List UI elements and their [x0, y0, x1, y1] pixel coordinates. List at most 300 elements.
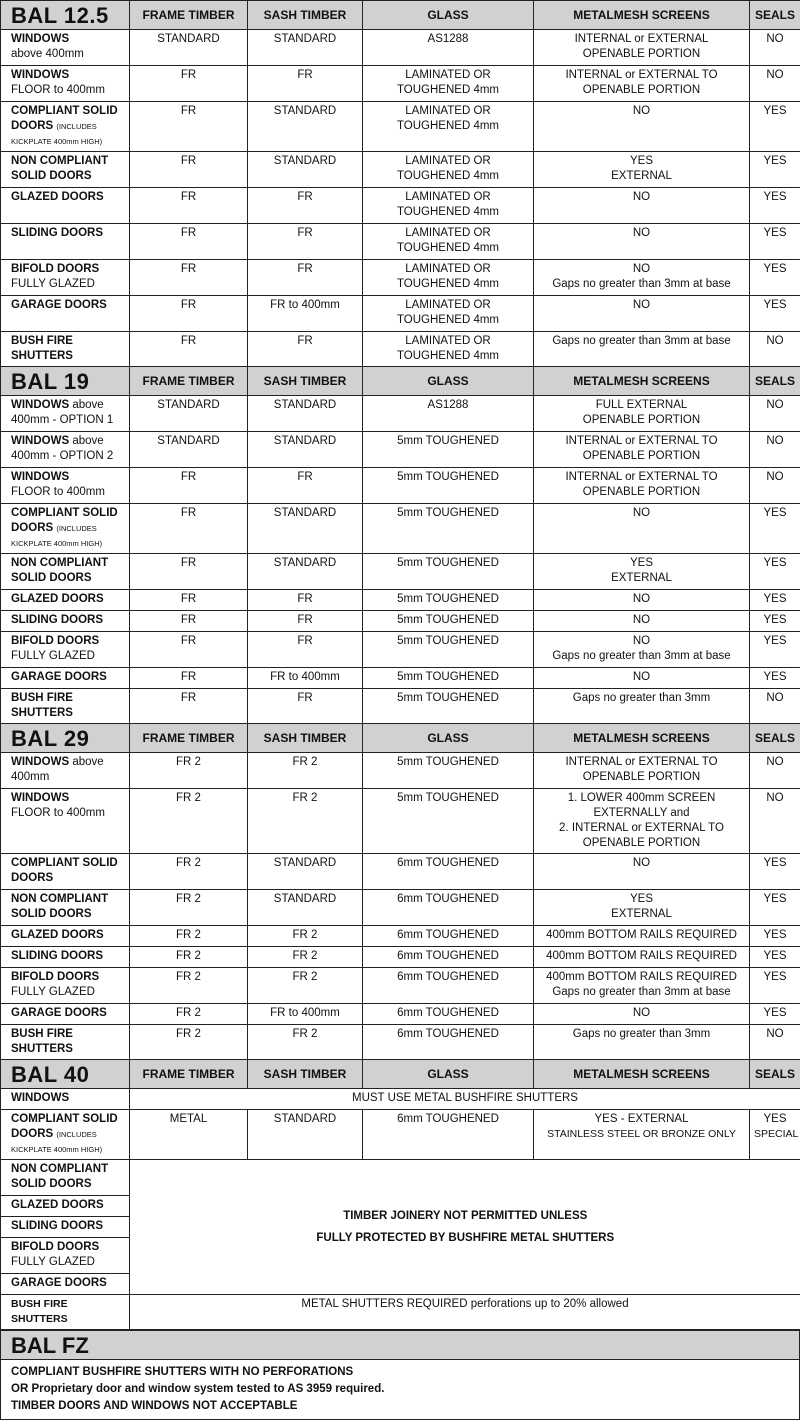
table-row — [1, 1089, 800, 1110]
row-label-main: COMPLIANT SOLID DOORS — [11, 857, 118, 884]
sash-timber-cell: STANDARD — [248, 854, 363, 890]
seals-cell: YES — [750, 668, 800, 689]
glass-cell: 5mm TOUGHENED — [363, 689, 534, 724]
table-row — [1, 66, 800, 102]
row-label-main: GARAGE DOORS — [11, 299, 107, 311]
row-label-main: SLIDING DOORS — [11, 227, 103, 239]
seals-header: SEALS — [750, 367, 800, 396]
glass-cell: 5mm TOUGHENED — [363, 753, 534, 789]
sash-timber-cell: STANDARD — [248, 30, 363, 66]
seals-sub: SPECIAL — [754, 1127, 796, 1142]
frame-timber-cell: FR — [130, 632, 248, 668]
glass-header: GLASS — [363, 367, 534, 396]
glass-cell: AS1288 — [363, 30, 534, 66]
row-label-main: WINDOWS — [11, 435, 69, 447]
table-row — [1, 632, 800, 668]
frame-timber-header: FRAME TIMBER — [130, 1, 248, 30]
sash-timber-cell: FR 2 — [248, 1025, 363, 1060]
row-label-sub: above 400mm — [11, 48, 84, 60]
row-label-main: BIFOLD DOORS — [11, 263, 99, 275]
bal-fz-line-1: COMPLIANT BUSHFIRE SHUTTERS WITH NO PERFORATIONS — [11, 1364, 789, 1381]
glass-cell: 6mm TOUGHENED — [363, 968, 534, 1004]
frame-timber-cell: FR — [130, 66, 248, 102]
sash-timber-cell: FR — [248, 66, 363, 102]
glass-cell: 5mm TOUGHENED — [363, 611, 534, 632]
sash-timber-cell: FR — [248, 611, 363, 632]
screens-cell: NO — [534, 296, 750, 332]
row-label-main: WINDOWS — [11, 399, 69, 411]
seals-cell: YES — [750, 611, 800, 632]
glass-cell: 6mm TOUGHENED — [363, 890, 534, 926]
timber-joinery-line-1: TIMBER JOINERY NOT PERMITTED UNLESS — [134, 1205, 797, 1227]
screens-cell: 1. LOWER 400mm SCREEN EXTERNALLY and 2. INTERNAL or EXTERNAL TO OPENABLE PORTION — [534, 789, 750, 854]
table-row — [1, 224, 800, 260]
screens-cell: YES EXTERNAL — [534, 890, 750, 926]
row-label — [1, 968, 130, 1004]
sash-timber-cell: FR — [248, 689, 363, 724]
row-label-main: GLAZED DOORS — [11, 929, 104, 941]
screens-cell: 400mm BOTTOM RAILS REQUIRED Gaps no greater than 3mm at base — [534, 968, 750, 1004]
bal-fz-line-2: OR Proprietary door and window system tested to AS 3959 required. — [11, 1381, 789, 1398]
seals-cell: NO — [750, 1025, 800, 1060]
row-label-main: WINDOWS — [11, 792, 69, 804]
sash-timber-cell: FR — [248, 468, 363, 504]
seals-cell: YES — [750, 947, 800, 968]
row-label-sub: FLOOR to 400mm — [11, 486, 105, 498]
row-label-main: WINDOWS — [11, 756, 69, 768]
frame-timber-header: FRAME TIMBER — [130, 724, 248, 753]
sash-timber-cell: FR to 400mm — [248, 1004, 363, 1025]
sash-timber-cell: FR 2 — [248, 926, 363, 947]
table-row — [1, 926, 800, 947]
seals-cell: NO — [750, 30, 800, 66]
bal-fz-notes — [1, 1360, 800, 1420]
sash-timber-cell: STANDARD — [248, 102, 363, 152]
table-row — [1, 152, 800, 188]
seals-cell: YES — [750, 188, 800, 224]
frame-timber-cell: FR — [130, 668, 248, 689]
row-label — [1, 947, 130, 968]
glass-cell: 6mm TOUGHENED — [363, 854, 534, 890]
sash-timber-header: SASH TIMBER — [248, 724, 363, 753]
frame-timber-cell: FR — [130, 689, 248, 724]
sash-timber-cell: FR 2 — [248, 789, 363, 854]
screens-cell: NO — [534, 188, 750, 224]
row-label — [1, 890, 130, 926]
row-label — [1, 332, 130, 367]
row-label-main: GARAGE DOORS — [11, 1277, 107, 1289]
seals-cell: YES — [750, 554, 800, 590]
row-label — [1, 1004, 130, 1025]
windows-shutters-note: MUST USE METAL BUSHFIRE SHUTTERS — [130, 1089, 800, 1110]
seals-cell: YES — [750, 890, 800, 926]
row-label — [1, 260, 130, 296]
row-label-note: (INCLUDES KICKPLATE 400mm HIGH) — [11, 524, 102, 548]
frame-timber-cell: FR — [130, 188, 248, 224]
glass-cell: 5mm TOUGHENED — [363, 504, 534, 554]
frame-timber-cell: FR 2 — [130, 947, 248, 968]
seals-cell: YES — [750, 152, 800, 188]
sash-timber-cell: STANDARD — [248, 890, 363, 926]
row-label-rest: above 400mm - OPTION 1 — [11, 399, 113, 426]
sash-timber-cell: STANDARD — [248, 554, 363, 590]
seals-cell — [750, 1110, 800, 1160]
row-label-main: WINDOWS — [11, 471, 69, 483]
bal-29-title: BAL 29 — [1, 724, 130, 753]
table-row — [1, 102, 800, 152]
bal-12-5-title: BAL 12.5 — [1, 1, 130, 30]
seals-cell: YES — [750, 296, 800, 332]
row-label-sub: FULLY GLAZED — [11, 278, 95, 290]
sash-timber-cell: FR — [248, 632, 363, 668]
row-label — [1, 590, 130, 611]
table-row — [1, 689, 800, 724]
row-label — [1, 1238, 130, 1274]
row-label — [1, 689, 130, 724]
metalmesh-screens-header: METALMESH SCREENS — [534, 1, 750, 30]
frame-timber-cell: FR — [130, 590, 248, 611]
metalmesh-screens-header: METALMESH SCREENS — [534, 724, 750, 753]
screens-cell: NO — [534, 504, 750, 554]
table-row — [1, 188, 800, 224]
table-row — [1, 1004, 800, 1025]
glass-cell: AS1288 — [363, 396, 534, 432]
screens-sub: STAINLESS STEEL OR BRONZE ONLY — [538, 1127, 745, 1142]
frame-timber-cell: FR — [130, 554, 248, 590]
row-label-main: BUSH FIRE SHUTTERS — [11, 335, 73, 362]
glass-cell: LAMINATED OR TOUGHENED 4mm — [363, 152, 534, 188]
row-label — [1, 1160, 130, 1196]
row-label-main: NON COMPLIANT SOLID DOORS — [11, 557, 108, 584]
sash-timber-cell: FR — [248, 260, 363, 296]
screens-cell: INTERNAL or EXTERNAL TO OPENABLE PORTION — [534, 468, 750, 504]
seals-header: SEALS — [750, 1060, 800, 1089]
frame-timber-cell: FR 2 — [130, 854, 248, 890]
sash-timber-cell: STANDARD — [248, 504, 363, 554]
row-label — [1, 1089, 130, 1110]
table-row — [1, 590, 800, 611]
glass-cell: LAMINATED OR TOUGHENED 4mm — [363, 188, 534, 224]
sash-timber-cell: FR — [248, 224, 363, 260]
glass-cell: 5mm TOUGHENED — [363, 668, 534, 689]
row-label-main: WINDOWS — [11, 33, 69, 45]
frame-timber-cell: FR — [130, 152, 248, 188]
screens-cell: INTERNAL or EXTERNAL TO OPENABLE PORTION — [534, 66, 750, 102]
screens-cell: Gaps no greater than 3mm — [534, 1025, 750, 1060]
glass-header: GLASS — [363, 1, 534, 30]
screens-cell: INTERNAL or EXTERNAL TO OPENABLE PORTION — [534, 432, 750, 468]
bal-19-title: BAL 19 — [1, 367, 130, 396]
row-label-main: SLIDING DOORS — [11, 614, 103, 626]
row-label — [1, 432, 130, 468]
sash-timber-header: SASH TIMBER — [248, 367, 363, 396]
row-label-main: COMPLIANT SOLID DOORS — [11, 507, 118, 534]
row-label — [1, 632, 130, 668]
table-row — [1, 554, 800, 590]
screens-cell: NO — [534, 611, 750, 632]
screens-cell: FULL EXTERNAL OPENABLE PORTION — [534, 396, 750, 432]
row-label — [1, 668, 130, 689]
table-row — [1, 1110, 800, 1160]
frame-timber-cell: FR — [130, 296, 248, 332]
metalmesh-screens-header: METALMESH SCREENS — [534, 1060, 750, 1089]
row-label-sub: FLOOR to 400mm — [11, 84, 105, 96]
frame-timber-cell: FR 2 — [130, 753, 248, 789]
table-row — [1, 1025, 800, 1060]
screens-cell: INTERNAL or EXTERNAL OPENABLE PORTION — [534, 30, 750, 66]
frame-timber-cell: FR — [130, 504, 248, 554]
seals-cell: YES — [750, 260, 800, 296]
table-row — [1, 504, 800, 554]
glass-cell: 6mm TOUGHENED — [363, 1025, 534, 1060]
table-row — [1, 668, 800, 689]
frame-timber-cell: METAL — [130, 1110, 248, 1160]
screens-cell: NO Gaps no greater than 3mm at base — [534, 260, 750, 296]
screens-main: YES - EXTERNAL — [538, 1112, 745, 1127]
table-row — [1, 396, 800, 432]
seals-cell: YES — [750, 590, 800, 611]
table-row — [1, 890, 800, 926]
row-label-main: GARAGE DOORS — [11, 671, 107, 683]
screens-cell: NO — [534, 102, 750, 152]
seals-cell: YES — [750, 926, 800, 947]
row-label — [1, 1196, 130, 1217]
row-label-main: BIFOLD DOORS — [11, 635, 99, 647]
screens-cell: NO Gaps no greater than 3mm at base — [534, 632, 750, 668]
screens-cell: 400mm BOTTOM RAILS REQUIRED — [534, 926, 750, 947]
row-label-main: SLIDING DOORS — [11, 1220, 103, 1232]
row-label — [1, 468, 130, 504]
table-row — [1, 947, 800, 968]
row-label-main: BUSH FIRE SHUTTERS — [11, 692, 73, 719]
row-label-note: (INCLUDES KICKPLATE 400mm HIGH) — [11, 122, 102, 146]
row-label — [1, 296, 130, 332]
frame-timber-cell: STANDARD — [130, 396, 248, 432]
sash-timber-cell: FR 2 — [248, 947, 363, 968]
timber-joinery-line-2: FULLY PROTECTED BY BUSHFIRE METAL SHUTTERS — [134, 1227, 797, 1249]
row-label-rest: above 400mm — [11, 756, 104, 783]
glass-cell: LAMINATED OR TOUGHENED 4mm — [363, 66, 534, 102]
row-label-main: NON COMPLIANT SOLID DOORS — [11, 893, 108, 920]
glass-header: GLASS — [363, 1060, 534, 1089]
seals-header: SEALS — [750, 724, 800, 753]
table-row — [1, 30, 800, 66]
row-label — [1, 396, 130, 432]
bal-fz-table — [0, 1330, 800, 1420]
frame-timber-header: FRAME TIMBER — [130, 367, 248, 396]
sash-timber-cell: FR to 400mm — [248, 668, 363, 689]
row-label-main: GLAZED DOORS — [11, 1199, 104, 1211]
table-row — [1, 1160, 800, 1196]
frame-timber-cell: FR 2 — [130, 789, 248, 854]
row-label — [1, 753, 130, 789]
bal-40-title: BAL 40 — [1, 1060, 130, 1089]
table-row — [1, 753, 800, 789]
sash-timber-cell: FR — [248, 188, 363, 224]
sash-timber-cell: FR 2 — [248, 968, 363, 1004]
frame-timber-cell: FR 2 — [130, 968, 248, 1004]
frame-timber-header: FRAME TIMBER — [130, 1060, 248, 1089]
sash-timber-header: SASH TIMBER — [248, 1060, 363, 1089]
seals-cell: NO — [750, 789, 800, 854]
row-label — [1, 152, 130, 188]
glass-cell: 6mm TOUGHENED — [363, 926, 534, 947]
glass-cell: LAMINATED OR TOUGHENED 4mm — [363, 332, 534, 367]
screens-cell: YES EXTERNAL — [534, 152, 750, 188]
row-label — [1, 66, 130, 102]
row-label-sub: FULLY GLAZED — [11, 986, 95, 998]
row-label — [1, 224, 130, 260]
frame-timber-cell: FR — [130, 260, 248, 296]
glass-cell: LAMINATED OR TOUGHENED 4mm — [363, 224, 534, 260]
sash-timber-cell: FR — [248, 590, 363, 611]
row-label — [1, 1295, 130, 1330]
glass-cell: 5mm TOUGHENED — [363, 632, 534, 668]
frame-timber-cell: STANDARD — [130, 432, 248, 468]
row-label-main: BUSH FIRE SHUTTERS — [11, 1298, 68, 1325]
glass-cell: LAMINATED OR TOUGHENED 4mm — [363, 102, 534, 152]
frame-timber-cell: FR — [130, 224, 248, 260]
timber-joinery-note — [130, 1160, 800, 1295]
screens-cell: NO — [534, 854, 750, 890]
row-label-main: WINDOWS — [11, 69, 69, 81]
sash-timber-cell: FR — [248, 332, 363, 367]
seals-cell: YES — [750, 504, 800, 554]
sash-timber-cell: STANDARD — [248, 432, 363, 468]
frame-timber-cell: FR 2 — [130, 1004, 248, 1025]
screens-cell: 400mm BOTTOM RAILS REQUIRED — [534, 947, 750, 968]
row-label-main: COMPLIANT SOLID DOORS — [11, 1113, 118, 1140]
frame-timber-cell: FR 2 — [130, 1025, 248, 1060]
sash-timber-header: SASH TIMBER — [248, 1, 363, 30]
row-label — [1, 1025, 130, 1060]
bal-fz-title: BAL FZ — [1, 1331, 800, 1360]
row-label-main: GLAZED DOORS — [11, 593, 104, 605]
glass-cell: 5mm TOUGHENED — [363, 789, 534, 854]
row-label-main: GLAZED DOORS — [11, 191, 104, 203]
frame-timber-cell: FR — [130, 611, 248, 632]
metalmesh-screens-header: METALMESH SCREENS — [534, 367, 750, 396]
table-row — [1, 260, 800, 296]
seals-cell: YES — [750, 632, 800, 668]
seals-main: YES — [754, 1112, 796, 1127]
seals-cell: YES — [750, 224, 800, 260]
row-label-main: NON COMPLIANT SOLID DOORS — [11, 155, 108, 182]
seals-cell: YES — [750, 854, 800, 890]
sash-timber-cell: STANDARD — [248, 396, 363, 432]
table-row — [1, 432, 800, 468]
screens-cell: Gaps no greater than 3mm at base — [534, 332, 750, 367]
glass-header: GLASS — [363, 724, 534, 753]
row-label-main: SLIDING DOORS — [11, 950, 103, 962]
seals-cell: YES — [750, 1004, 800, 1025]
seals-cell: YES — [750, 102, 800, 152]
row-label-main: COMPLIANT SOLID DOORS — [11, 105, 118, 132]
table-row — [1, 854, 800, 890]
seals-cell: NO — [750, 753, 800, 789]
frame-timber-cell: FR — [130, 102, 248, 152]
bal-29-header-row — [1, 724, 800, 753]
glass-cell: 5mm TOUGHENED — [363, 432, 534, 468]
seals-cell: NO — [750, 332, 800, 367]
table-row — [1, 468, 800, 504]
glass-cell: 5mm TOUGHENED — [363, 590, 534, 611]
screens-cell: NO — [534, 590, 750, 611]
glass-cell: LAMINATED OR TOUGHENED 4mm — [363, 296, 534, 332]
table-row — [1, 611, 800, 632]
row-label-main: WINDOWS — [11, 1092, 69, 1104]
row-label-rest: above 400mm - OPTION 2 — [11, 435, 113, 462]
frame-timber-cell: FR 2 — [130, 890, 248, 926]
glass-cell: LAMINATED OR TOUGHENED 4mm — [363, 260, 534, 296]
row-label-main: BIFOLD DOORS — [11, 1241, 99, 1253]
row-label-sub: FULLY GLAZED — [11, 650, 95, 662]
bal-12-5-header-row — [1, 1, 800, 30]
row-label — [1, 789, 130, 854]
table-row — [1, 789, 800, 854]
frame-timber-cell: FR 2 — [130, 926, 248, 947]
frame-timber-cell: FR — [130, 468, 248, 504]
table-row — [1, 968, 800, 1004]
bal-fz-line-3: TIMBER DOORS AND WINDOWS NOT ACCEPTABLE — [11, 1398, 789, 1415]
sash-timber-cell: FR 2 — [248, 753, 363, 789]
glass-cell: 6mm TOUGHENED — [363, 947, 534, 968]
table-row — [1, 296, 800, 332]
screens-cell: INTERNAL or EXTERNAL TO OPENABLE PORTION — [534, 753, 750, 789]
table-row — [1, 332, 800, 367]
row-label — [1, 504, 130, 554]
row-label — [1, 1110, 130, 1160]
row-label — [1, 30, 130, 66]
row-label-main: NON COMPLIANT SOLID DOORS — [11, 1163, 108, 1190]
row-label-main: BIFOLD DOORS — [11, 971, 99, 983]
sash-timber-cell: STANDARD — [248, 152, 363, 188]
sash-timber-cell: STANDARD — [248, 1110, 363, 1160]
screens-cell: NO — [534, 668, 750, 689]
screens-cell — [534, 1110, 750, 1160]
screens-cell: Gaps no greater than 3mm — [534, 689, 750, 724]
screens-cell: YES EXTERNAL — [534, 554, 750, 590]
row-label — [1, 611, 130, 632]
seals-cell: YES — [750, 968, 800, 1004]
bal-40-header-row — [1, 1060, 800, 1089]
row-label — [1, 1274, 130, 1295]
bal-19-header-row — [1, 367, 800, 396]
row-label — [1, 854, 130, 890]
glass-cell: 5mm TOUGHENED — [363, 468, 534, 504]
row-label — [1, 926, 130, 947]
glass-cell: 5mm TOUGHENED — [363, 554, 534, 590]
glass-cell: 6mm TOUGHENED — [363, 1004, 534, 1025]
sash-timber-cell: FR to 400mm — [248, 296, 363, 332]
seals-cell: NO — [750, 689, 800, 724]
row-label-main: GARAGE DOORS — [11, 1007, 107, 1019]
row-label — [1, 188, 130, 224]
screens-cell: NO — [534, 224, 750, 260]
row-label — [1, 102, 130, 152]
screens-cell: NO — [534, 1004, 750, 1025]
seals-cell: NO — [750, 432, 800, 468]
row-label-note: (INCLUDES KICKPLATE 400mm HIGH) — [11, 1130, 102, 1154]
frame-timber-cell: STANDARD — [130, 30, 248, 66]
seals-header: SEALS — [750, 1, 800, 30]
row-label — [1, 554, 130, 590]
row-label-sub: FULLY GLAZED — [11, 1256, 95, 1268]
metal-shutters-note: METAL SHUTTERS REQUIRED perforations up to 20% allowed — [130, 1295, 800, 1330]
row-label — [1, 1217, 130, 1238]
seals-cell: NO — [750, 468, 800, 504]
seals-cell: NO — [750, 396, 800, 432]
